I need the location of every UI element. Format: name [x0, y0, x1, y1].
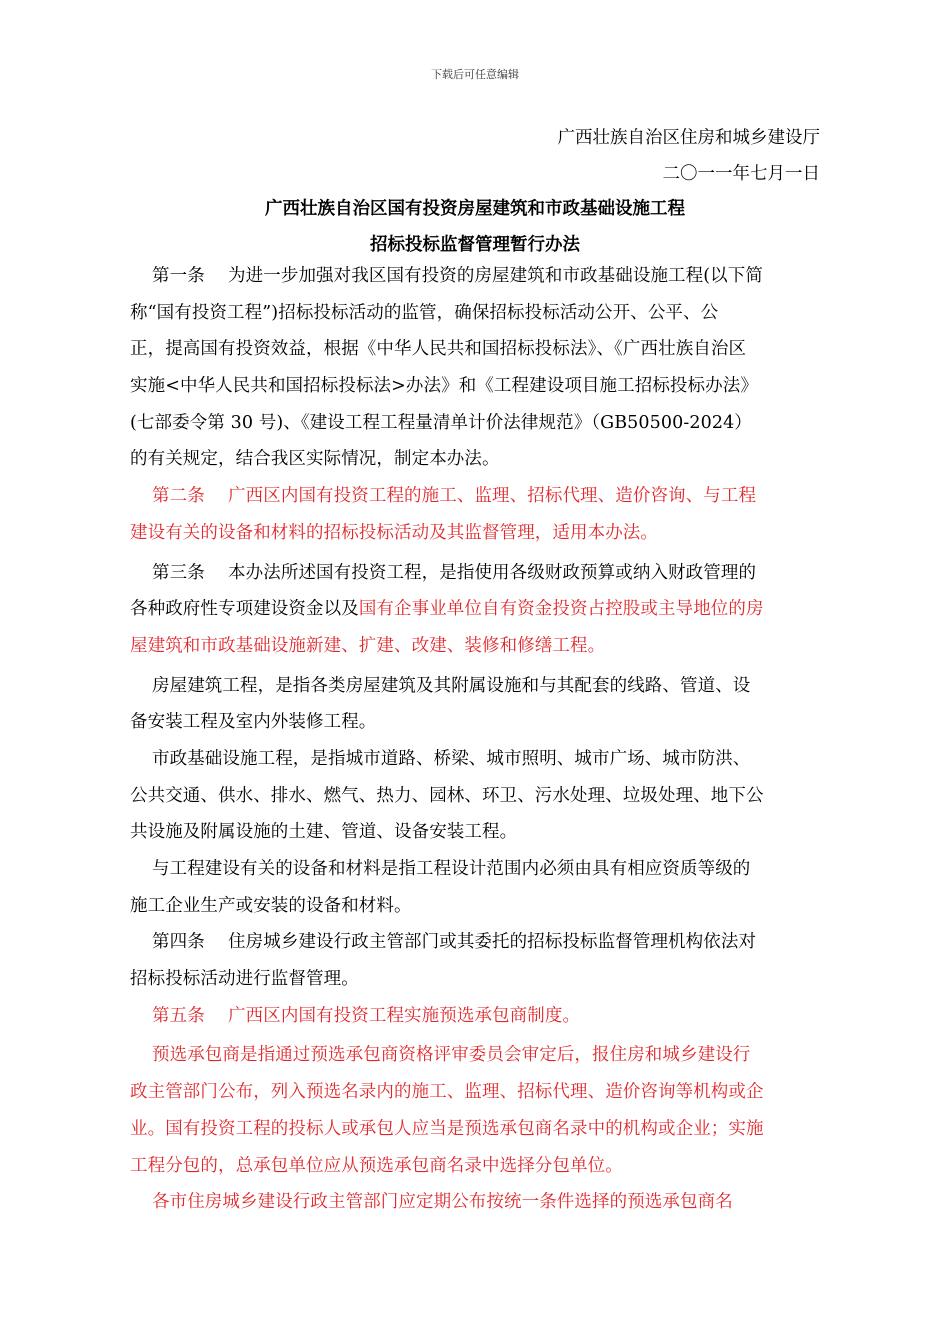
paragraph-line: 施工企业生产或安装的设备和材料。 [130, 895, 412, 916]
article-3-highlight: 国有企事业单位自有资金投资占控股或主导地位的房 [358, 599, 764, 620]
header-note: 下载后可任意编辑 [431, 68, 519, 81]
article-4-line: 第四条 住房城乡建设行政主管部门或其委托的招标投标监督管理机构依法对 [152, 932, 757, 953]
paragraph-line-red: 工程分包的，总承包单位应从预选承包商名录中选择分包单位。 [130, 1155, 623, 1176]
article-1-line: 实施<中华人民共和国招标投标法>办法》和《工程建设项目施工招标投标办法》 [130, 376, 758, 397]
article-3-line: 屋建筑和市政基础设施新建、扩建、改建、装修和修缮工程。 [130, 635, 606, 656]
document-title-line2: 招标投标监督管理暂行办法 [370, 235, 580, 255]
signature-date: 二〇一一年七月一日 [662, 164, 820, 184]
article-2-line: 第二条 广西区内国有投资工程的施工、监理、招标代理、造价咨询、与工程 [152, 486, 757, 507]
paragraph-line-red: 政主管部门公布，列入预选名录内的施工、监理、招标代理、造价咨询等机构或企 [130, 1082, 764, 1103]
paragraph-line-red: 业。国有投资工程的投标人或承包人应当是预选承包商名录中的机构或企业；实施 [130, 1118, 764, 1139]
signature-org: 广西壮族自治区住房和城乡建设厅 [557, 128, 820, 148]
paragraph-line: 与工程建设有关的设备和材料是指工程设计范围内必须由具有相应资质等级的 [152, 859, 751, 879]
paragraph-line: 共设施及附属设施的土建、管道、设备安装工程。 [130, 822, 518, 843]
article-5-line: 第五条 广西区内国有投资工程实施预选承包商制度。 [152, 1005, 581, 1026]
paragraph-line-red: 预选承包商是指通过预选承包商资格评审委员会审定后，报住房和城乡建设行 [152, 1045, 751, 1066]
article-1-line: (七部委令第 30 号)、《建设工程工程量清单计价法律规范》（GB50500-2024） [130, 412, 752, 433]
document-body [130, 258, 820, 1221]
paragraph-line-red: 各市住房城乡建设行政主管部门应定期公布按统一条件选择的预选承包商名 [152, 1192, 733, 1213]
paragraph-line: 备安装工程及室内外装修工程。 [130, 712, 377, 733]
article-4-line: 招标投标活动进行监督管理。 [130, 969, 359, 990]
paragraph-line: 公共交通、供水、排水、燃气、热力、园林、环卫、污水处理、垃圾处理、地下公 [130, 785, 764, 806]
article-1-line: 的有关规定，结合我区实际情况，制定本办法。 [130, 449, 500, 470]
paragraph-line: 房屋建筑工程，是指各类房屋建筑及其附属设施和与其配套的线路、管道、设 [152, 675, 751, 696]
article-1-line: 第一条 为进一步加强对我区国有投资的房屋建筑和市政基础设施工程(以下简 [152, 266, 763, 286]
article-2-line: 建设有关的设备和材料的招标投标活动及其监督管理，适用本办法。 [130, 522, 658, 543]
article-1-line: 称“国有投资工程”)招标投标活动的监管，确保招标投标活动公开、公平、公 [130, 302, 719, 323]
article-3-text: 各种政府性专项建设资金以及 [130, 599, 359, 620]
article-1-line: 正，提高国有投资效益，根据《中华人民共和国招标投标法》、《广西壮族自治区 [130, 339, 747, 360]
article-3-line: 第三条 本办法所述国有投资工程，是指使用各级财政预算或纳入财政管理的 [152, 562, 757, 583]
paragraph-line: 市政基础设施工程，是指城市道路、桥梁、城市照明、城市广场、城市防洪、 [152, 748, 751, 769]
document-title-line1: 广西壮族自治区国有投资房屋建筑和市政基础设施工程 [265, 199, 685, 219]
article-3-line [130, 591, 820, 628]
